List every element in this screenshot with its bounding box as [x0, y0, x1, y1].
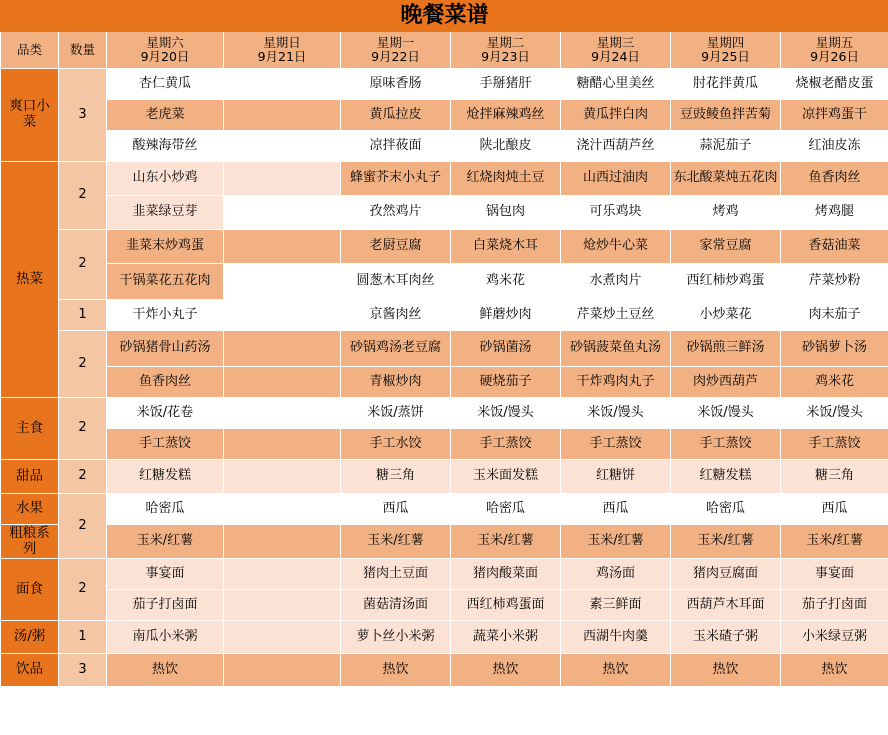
cell: 硬烧茄子 — [451, 367, 561, 398]
qty-soup: 1 — [59, 621, 107, 654]
cell: 浇汁西葫芦丝 — [561, 131, 671, 162]
table-row — [1, 331, 888, 367]
cell: 玉米/红薯 — [671, 525, 781, 559]
cell: 糖醋心里美丝 — [561, 69, 671, 100]
cell: 小米绿豆粥 — [781, 621, 888, 654]
cell: 事宴面 — [107, 559, 224, 590]
cell — [224, 590, 341, 621]
qty-cold-dish: 3 — [59, 69, 107, 162]
cell: 山东小炒鸡 — [107, 162, 224, 196]
cell: 米饭/花卷 — [107, 398, 224, 429]
cell: 烤鸡 — [671, 196, 781, 230]
cell: 黄瓜拉皮 — [341, 100, 451, 131]
cell — [224, 100, 341, 131]
cell: 鱼香肉丝 — [107, 367, 224, 398]
cell: 西湖牛肉羹 — [561, 621, 671, 654]
table-row — [1, 559, 888, 590]
cell: 炝炒牛心菜 — [561, 230, 671, 264]
cell: 蔬菜小米粥 — [451, 621, 561, 654]
cell: 黄瓜拌白肉 — [561, 100, 671, 131]
cell: 水煮肉片 — [561, 264, 671, 300]
table-row — [1, 230, 888, 264]
cell: 砂锅萝卜汤 — [781, 331, 888, 367]
cell: 玉米/红薯 — [107, 525, 224, 559]
table-row — [1, 162, 888, 196]
cell: 西瓜 — [341, 494, 451, 525]
table-row — [1, 300, 888, 331]
qty-staple: 2 — [59, 398, 107, 460]
category-staple: 主食 — [1, 398, 59, 460]
cell: 肘花拌黄瓜 — [671, 69, 781, 100]
cell: 手工蒸饺 — [671, 429, 781, 460]
cell: 杏仁黄瓜 — [107, 69, 224, 100]
cell: 红糖饼 — [561, 460, 671, 494]
cell: 青椒炒肉 — [341, 367, 451, 398]
cell: 肉炒西葫芦 — [671, 367, 781, 398]
qty-hot-1: 2 — [59, 162, 107, 230]
cell: 茄子打卤面 — [107, 590, 224, 621]
cell: 米饭/馒头 — [561, 398, 671, 429]
table-header-row — [1, 32, 888, 69]
cell — [224, 398, 341, 429]
cell: 玉米/红薯 — [561, 525, 671, 559]
cell: 韭菜绿豆芽 — [107, 196, 224, 230]
category-fruit: 水果 — [1, 494, 59, 525]
cell: 锅包肉 — [451, 196, 561, 230]
cell: 干炸小丸子 — [107, 300, 224, 331]
cell: 家常豆腐 — [671, 230, 781, 264]
cell: 东北酸菜炖五花肉 — [671, 162, 781, 196]
cell: 鸡汤面 — [561, 559, 671, 590]
cell: 手工蒸饺 — [107, 429, 224, 460]
cell: 烧椒老醋皮蛋 — [781, 69, 888, 100]
cell — [224, 429, 341, 460]
header-day-6: 星期五 9月26日 — [781, 32, 888, 69]
cell: 凉拌莜面 — [341, 131, 451, 162]
cell — [224, 460, 341, 494]
cell: 玉米/红薯 — [451, 525, 561, 559]
header-day-5: 星期四 9月25日 — [671, 32, 781, 69]
table-row — [1, 460, 888, 494]
cell: 西瓜 — [561, 494, 671, 525]
page-title: 晚餐菜谱 — [1, 1, 888, 32]
cell: 玉米/红薯 — [341, 525, 451, 559]
cell: 圆葱木耳肉丝 — [341, 264, 451, 300]
header-day-1: 星期日 9月21日 — [224, 32, 341, 69]
cell: 小炒菜花 — [671, 300, 781, 331]
cell: 香菇油菜 — [781, 230, 888, 264]
cell: 茄子打卤面 — [781, 590, 888, 621]
cell: 萝卜丝小米粥 — [341, 621, 451, 654]
cell: 可乐鸡块 — [561, 196, 671, 230]
cell: 砂锅猪骨山药汤 — [107, 331, 224, 367]
cell: 玉米面发糕 — [451, 460, 561, 494]
cell: 韭菜末炒鸡蛋 — [107, 230, 224, 264]
cell: 红糖发糕 — [671, 460, 781, 494]
category-hot-dish: 热菜 — [1, 162, 59, 398]
cell — [224, 621, 341, 654]
table-row — [1, 525, 888, 559]
cell: 糖三角 — [341, 460, 451, 494]
header-day-0: 星期六 9月20日 — [107, 32, 224, 69]
cell: 米饭/馒头 — [451, 398, 561, 429]
cell: 干炸鸡肉丸子 — [561, 367, 671, 398]
cell — [224, 264, 341, 300]
cell: 老厨豆腐 — [341, 230, 451, 264]
header-day-2: 星期一 9月22日 — [341, 32, 451, 69]
cell: 鲜蘑炒肉 — [451, 300, 561, 331]
header-day-4: 星期三 9月24日 — [561, 32, 671, 69]
cell — [224, 230, 341, 264]
cell: 豆豉鲮鱼拌苦菊 — [671, 100, 781, 131]
category-noodle: 面食 — [1, 559, 59, 621]
cell: 热饮 — [341, 654, 451, 687]
cell — [224, 559, 341, 590]
cell: 芹菜炒土豆丝 — [561, 300, 671, 331]
category-drink: 饮品 — [1, 654, 59, 687]
cell — [224, 654, 341, 687]
cell: 米饭/馒头 — [671, 398, 781, 429]
cell: 鸡米花 — [781, 367, 888, 398]
cell: 素三鲜面 — [561, 590, 671, 621]
qty-hot-2: 2 — [59, 230, 107, 300]
cell: 西瓜 — [781, 494, 888, 525]
cell: 山西过油肉 — [561, 162, 671, 196]
qty-hot-4: 2 — [59, 331, 107, 398]
cell: 热饮 — [671, 654, 781, 687]
cell: 手工水饺 — [341, 429, 451, 460]
cell: 热饮 — [561, 654, 671, 687]
cell: 热饮 — [451, 654, 561, 687]
table-row — [1, 100, 888, 131]
cell: 西红柿鸡蛋面 — [451, 590, 561, 621]
qty-dessert: 2 — [59, 460, 107, 494]
cell — [224, 331, 341, 367]
cell: 酸辣海带丝 — [107, 131, 224, 162]
cell: 手工蒸饺 — [561, 429, 671, 460]
table-row — [1, 264, 888, 300]
cell: 手工蒸饺 — [781, 429, 888, 460]
cell: 蜂蜜芥末小丸子 — [341, 162, 451, 196]
qty-drink: 3 — [59, 654, 107, 687]
category-soup: 汤/粥 — [1, 621, 59, 654]
cell: 京酱肉丝 — [341, 300, 451, 331]
cell: 事宴面 — [781, 559, 888, 590]
table-row — [1, 398, 888, 429]
cell: 西葫芦木耳面 — [671, 590, 781, 621]
cell: 红糖发糕 — [107, 460, 224, 494]
cell: 砂锅菌汤 — [451, 331, 561, 367]
cell: 哈密瓜 — [451, 494, 561, 525]
cell: 砂锅鸡汤老豆腐 — [341, 331, 451, 367]
cell: 陕北酿皮 — [451, 131, 561, 162]
cell: 白菜烧木耳 — [451, 230, 561, 264]
cell: 原味香肠 — [341, 69, 451, 100]
table-row — [1, 654, 888, 687]
cell: 鸡米花 — [451, 264, 561, 300]
cell — [224, 162, 341, 196]
cell — [224, 196, 341, 230]
table-row — [1, 69, 888, 100]
cell: 玉米/红薯 — [781, 525, 888, 559]
cell — [224, 494, 341, 525]
cell: 凉拌鸡蛋干 — [781, 100, 888, 131]
cell: 蒜泥茄子 — [671, 131, 781, 162]
cell: 菌菇清汤面 — [341, 590, 451, 621]
cell: 哈密瓜 — [671, 494, 781, 525]
cell: 猪肉土豆面 — [341, 559, 451, 590]
table-row — [1, 367, 888, 398]
cell — [224, 367, 341, 398]
cell: 米饭/馒头 — [781, 398, 888, 429]
table-row — [1, 131, 888, 162]
cell: 热饮 — [781, 654, 888, 687]
table-row — [1, 590, 888, 621]
header-quantity: 数量 — [59, 32, 107, 69]
cell: 砂锅菠菜鱼丸汤 — [561, 331, 671, 367]
header-category: 品类 — [1, 32, 59, 69]
table-row — [1, 494, 888, 525]
cell: 哈密瓜 — [107, 494, 224, 525]
cell: 老虎菜 — [107, 100, 224, 131]
cell: 糖三角 — [781, 460, 888, 494]
cell: 手掰猪肝 — [451, 69, 561, 100]
cell — [224, 300, 341, 331]
cell: 芹菜炒粉 — [781, 264, 888, 300]
cell: 南瓜小米粥 — [107, 621, 224, 654]
table-row — [1, 196, 888, 230]
cell: 红烧肉炖土豆 — [451, 162, 561, 196]
table-row — [1, 429, 888, 460]
cell: 肉末茄子 — [781, 300, 888, 331]
cell: 孜然鸡片 — [341, 196, 451, 230]
cell: 炝拌麻辣鸡丝 — [451, 100, 561, 131]
cell: 米饭/蒸饼 — [341, 398, 451, 429]
cell: 砂锅煎三鲜汤 — [671, 331, 781, 367]
cell — [224, 525, 341, 559]
qty-noodle: 2 — [59, 559, 107, 621]
header-day-3: 星期二 9月23日 — [451, 32, 561, 69]
cell: 西红柿炒鸡蛋 — [671, 264, 781, 300]
cell: 烤鸡腿 — [781, 196, 888, 230]
cell — [224, 69, 341, 100]
cell: 红油皮冻 — [781, 131, 888, 162]
table-row — [1, 621, 888, 654]
category-cold-dish: 爽口小菜 — [1, 69, 59, 162]
cell: 玉米碴子粥 — [671, 621, 781, 654]
cell: 手工蒸饺 — [451, 429, 561, 460]
cell: 热饮 — [107, 654, 224, 687]
qty-hot-3: 1 — [59, 300, 107, 331]
cell: 干锅菜花五花肉 — [107, 264, 224, 300]
cell — [224, 131, 341, 162]
qty-fruit-grain: 2 — [59, 494, 107, 559]
cell: 猪肉豆腐面 — [671, 559, 781, 590]
cell: 鱼香肉丝 — [781, 162, 888, 196]
cell: 猪肉酸菜面 — [451, 559, 561, 590]
category-coarse-grain: 粗粮系列 — [1, 525, 59, 559]
category-dessert: 甜品 — [1, 460, 59, 494]
